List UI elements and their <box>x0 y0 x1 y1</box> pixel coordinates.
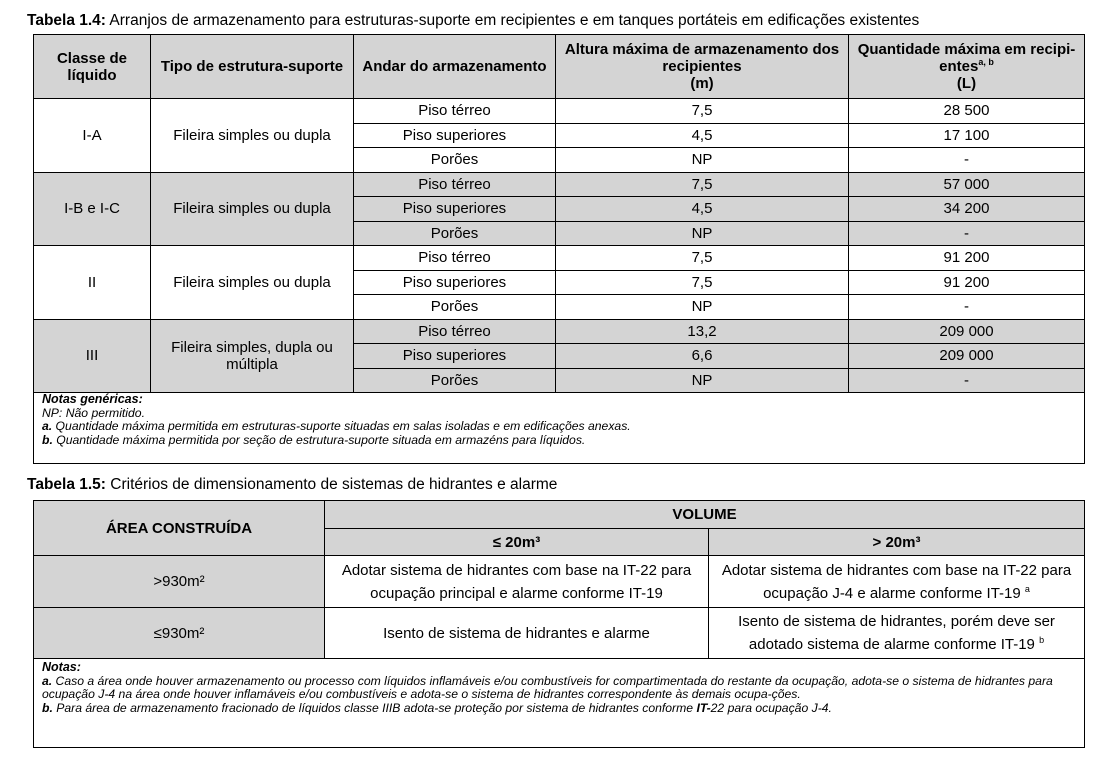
quantidade-cell: 34 200 <box>849 197 1085 222</box>
andar-cell: Piso superiores <box>354 344 556 369</box>
altura-cell: 7,5 <box>556 246 849 271</box>
andar-cell: Piso térreo <box>354 319 556 344</box>
altura-cell: NP <box>556 221 849 246</box>
andar-cell: Porões <box>354 221 556 246</box>
table-1-4-body <box>34 99 1085 393</box>
header-volume-gt: > 20m³ <box>709 529 1085 556</box>
altura-cell: 7,5 <box>556 99 849 124</box>
table-row <box>34 99 1085 124</box>
classe-cell: I-A <box>34 99 151 173</box>
table-1-5 <box>33 500 1085 659</box>
table-row <box>34 319 1085 344</box>
header-quantidade <box>849 35 1085 99</box>
andar-cell: Piso superiores <box>354 197 556 222</box>
note-a: a. Quantidade máxima permitida em estruturas-suporte situadas em salas isoladas e em edificações anexas. <box>42 419 631 433</box>
tipo-cell: Fileira simples ou dupla <box>151 246 354 320</box>
header-andar: Andar do armazenamento <box>354 35 556 99</box>
table-row <box>34 172 1085 197</box>
caption-label: Tabela 1.5: <box>27 476 106 493</box>
volume-le-cell: Adotar sistema de hidrantes com base na IT-22 para ocupação principal e alarme conforme IT-19 <box>325 556 709 608</box>
andar-cell: Porões <box>354 368 556 393</box>
altura-cell: 7,5 <box>556 270 849 295</box>
header-tipo: Tipo de estrutura-suporte <box>151 35 354 99</box>
caption-text: Critérios de dimensionamento de sistemas de hidrantes e alarme <box>105 476 558 493</box>
andar-cell: Piso térreo <box>354 172 556 197</box>
altura-cell: NP <box>556 368 849 393</box>
caption-label: Tabela 1.4: <box>27 12 106 29</box>
table-1-5-caption <box>27 476 557 494</box>
notes-title: Notas: <box>42 660 81 674</box>
note-a: a. Caso a área onde houver armazenamento ou processo com líquidos inflamáveis e/ou combustíveis for compartimentada do restante da ocupação, adota-se o sistema de hidrantes para ocupação J-4 na área onde houver inflamáveis e/ou combustíveis e adota-se o sistema de hidrantes correspondente às demais ocupa-ções. <box>42 673 1053 701</box>
volume-le-cell: Isento de sistema de hidrantes e alarme <box>325 608 709 659</box>
quantidade-cell: 57 000 <box>849 172 1085 197</box>
header-area: ÁREA CONSTRUÍDA <box>34 501 325 556</box>
andar-cell: Piso superiores <box>354 123 556 148</box>
table-row <box>34 556 1085 608</box>
quantidade-cell: 91 200 <box>849 246 1085 271</box>
caption-text: Arranjos de armazenamento para estruturas-suporte em recipientes e em tanques portáteis em edificações existentes <box>105 12 920 29</box>
quantidade-cell: - <box>849 221 1085 246</box>
table-1-4-caption <box>27 12 919 30</box>
classe-cell: II <box>34 246 151 320</box>
header-quantidade-label: Quantidade máxima em recipi-entes <box>857 41 1076 75</box>
quantidade-cell: - <box>849 368 1085 393</box>
andar-cell: Porões <box>354 295 556 320</box>
table-row <box>34 246 1085 271</box>
altura-cell: 7,5 <box>556 172 849 197</box>
quantidade-cell: 209 000 <box>849 319 1085 344</box>
table-header-row <box>34 501 1085 529</box>
tipo-cell: Fileira simples ou dupla <box>151 99 354 173</box>
altura-cell: NP <box>556 148 849 173</box>
note-b: b. Para área de armazenamento fracionado de líquidos classe IIIB adota-se proteção por sistema de hidrantes conforme IT-22 para ocupação J-4. <box>42 700 832 715</box>
table-1-5-notes <box>33 658 1085 748</box>
tipo-cell: Fileira simples, dupla ou múltipla <box>151 319 354 393</box>
quantidade-cell: 28 500 <box>849 99 1085 124</box>
note-np: NP: Não permitido. <box>42 405 145 420</box>
header-altura-label: Altura máxima de armazenamento dos recipientes <box>564 41 840 75</box>
andar-cell: Piso superiores <box>354 270 556 295</box>
quantidade-cell: 91 200 <box>849 270 1085 295</box>
area-cell: ≤930m² <box>34 608 325 659</box>
andar-cell: Piso térreo <box>354 99 556 124</box>
header-volume: VOLUME <box>325 501 1085 529</box>
header-altura-unit: (m) <box>690 75 714 92</box>
altura-cell: 4,5 <box>556 197 849 222</box>
altura-cell: 13,2 <box>556 319 849 344</box>
andar-cell: Piso térreo <box>354 246 556 271</box>
altura-cell: 6,6 <box>556 344 849 369</box>
header-quantidade-unit: (L) <box>956 75 977 92</box>
header-classe: Classe de líquido <box>34 35 151 99</box>
notes-title: Notas genéricas: <box>42 392 143 406</box>
header-altura <box>556 35 849 99</box>
quantidade-cell: - <box>849 148 1085 173</box>
table-1-4-notes <box>33 390 1085 464</box>
volume-gt-cell: Adotar sistema de hidrantes com base na IT-22 para ocupação J-4 e alarme conforme IT-19 $^a$ <box>709 556 1085 608</box>
quantidade-cell: 17 100 <box>849 123 1085 148</box>
area-cell: >930m² <box>34 556 325 608</box>
andar-cell: Porões <box>354 148 556 173</box>
table-row <box>34 608 1085 659</box>
classe-cell: III <box>34 319 151 393</box>
tipo-cell: Fileira simples ou dupla <box>151 172 354 246</box>
quantidade-cell: - <box>849 295 1085 320</box>
quantidade-cell: 209 000 <box>849 344 1085 369</box>
note-b: b. Quantidade máxima permitida por seção de estrutura-suporte situada em armazéns para líquidos. <box>42 432 586 447</box>
altura-cell: 4,5 <box>556 123 849 148</box>
header-quantidade-sup: a, b <box>978 57 994 67</box>
volume-gt-cell: Isento de sistema de hidrantes, porém deve ser adotado sistema de alarme conforme IT-19 $^b$ <box>709 608 1085 659</box>
altura-cell: NP <box>556 295 849 320</box>
table-1-4 <box>33 34 1085 393</box>
table-header-row <box>34 35 1085 99</box>
header-volume-le: ≤ 20m³ <box>325 529 709 556</box>
classe-cell: I-B e I-C <box>34 172 151 246</box>
